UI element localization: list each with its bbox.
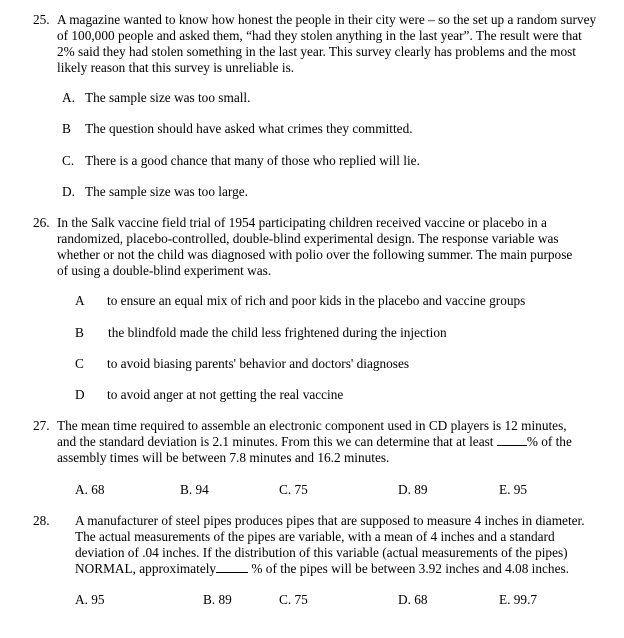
- q28-answer-e: E. 99.7: [499, 592, 538, 607]
- answer-blank: [497, 434, 527, 446]
- q26-option-b-text: the blindfold made the child less frightened during the injection: [108, 325, 447, 340]
- answer-blank: [216, 561, 248, 573]
- question-text-fragment: NORMAL, approximately: [75, 561, 217, 576]
- q26-option-d-text: to avoid anger at not getting the real vaccine: [107, 387, 344, 402]
- question-text-line: The actual measurements of the pipes are variable, with a mean of 4 inches and a standard: [75, 529, 555, 544]
- question-text-line: of 100,000 people and asked them, “had they stolen anything in the last year”. The result were that: [57, 28, 582, 43]
- q28-answer-c: C. 75: [279, 592, 308, 607]
- question-text-line: randomized, placebo-controlled, double-blind experimental design. The response variable was: [57, 231, 559, 246]
- question-28-text: [75, 513, 585, 577]
- q26-option-d-letter: D: [75, 387, 85, 402]
- question-text-fragment: % of the: [526, 434, 572, 449]
- q25-option-b-letter: B: [62, 121, 71, 136]
- question-text-line: of using a double-blind experiment was.: [57, 263, 272, 278]
- question-text-fragment: % of the pipes will be between 3.92 inches and 4.08 inches.: [251, 561, 569, 576]
- question-text-line: [57, 434, 572, 450]
- q25-option-a-letter: A.: [62, 90, 75, 105]
- q28-answer-b: B. 89: [203, 592, 232, 607]
- question-25-number: 25.: [33, 12, 50, 27]
- question-26-number: 26.: [33, 215, 50, 230]
- question-25-text: [57, 12, 596, 76]
- q26-option-c-text: to avoid biasing parents' behavior and doctors' diagnoses: [107, 356, 410, 371]
- question-text-line: assembly times will be between 7.8 minutes and 16.2 minutes.: [57, 450, 390, 465]
- question-text-line: [75, 561, 585, 577]
- question-26-text: [57, 215, 572, 279]
- question-text-fragment: and the standard deviation is 2.1 minutes. From this we can determine that at least: [57, 434, 494, 449]
- question-text-line: The mean time required to assemble an electronic component used in CD players is 12 minutes,: [57, 418, 567, 433]
- q25-option-c-letter: C.: [62, 153, 75, 168]
- q27-answer-a: A. 68: [75, 482, 105, 497]
- question-28-number: 28.: [33, 513, 50, 528]
- question-text-line: 2% said they had stolen something in the last year. This survey clearly has problems and the most: [57, 44, 576, 59]
- q26-option-b-letter: B: [75, 325, 84, 340]
- q26-option-a-text: to ensure an equal mix of rich and poor kids in the placebo and vaccine groups: [107, 293, 526, 308]
- question-27-text: [57, 418, 572, 466]
- question-text-line: deviation of .04 inches. If the distribution of this variable (actual measurements of the pipes): [75, 545, 568, 560]
- q27-answer-b: B. 94: [180, 482, 209, 497]
- q25-option-c-text: There is a good chance that many of those who replied will lie.: [85, 153, 420, 168]
- q25-option-d-letter: D.: [62, 184, 75, 199]
- q26-option-a-letter: A: [75, 293, 85, 308]
- question-text-line: A magazine wanted to know how honest the people in their city were – so the set up a random survey: [57, 12, 597, 27]
- q27-answer-c: C. 75: [279, 482, 308, 497]
- q25-option-b-text: The question should have asked what crimes they committed.: [85, 121, 413, 136]
- q27-answer-e: E. 95: [499, 482, 528, 497]
- q25-option-a-text: The sample size was too small.: [85, 90, 251, 105]
- q28-answer-d: D. 68: [398, 592, 428, 607]
- q27-answer-d: D. 89: [398, 482, 428, 497]
- question-27-number: 27.: [33, 418, 50, 433]
- q28-answer-a: A. 95: [75, 592, 105, 607]
- question-text-line: In the Salk vaccine field trial of 1954 participating children received vaccine or placebo in a: [57, 215, 547, 230]
- q25-option-d-text: The sample size was too large.: [85, 184, 248, 199]
- question-text-line: whether or not the child was diagnosed with polio over the following summer. The main purpose: [57, 247, 573, 262]
- question-text-line: likely reason that this survey is unreliable is.: [57, 60, 295, 75]
- question-text-line: A manufacturer of steel pipes produces pipes that are supposed to measure 4 inches in diameter.: [75, 513, 585, 528]
- q26-option-c-letter: C: [75, 356, 84, 371]
